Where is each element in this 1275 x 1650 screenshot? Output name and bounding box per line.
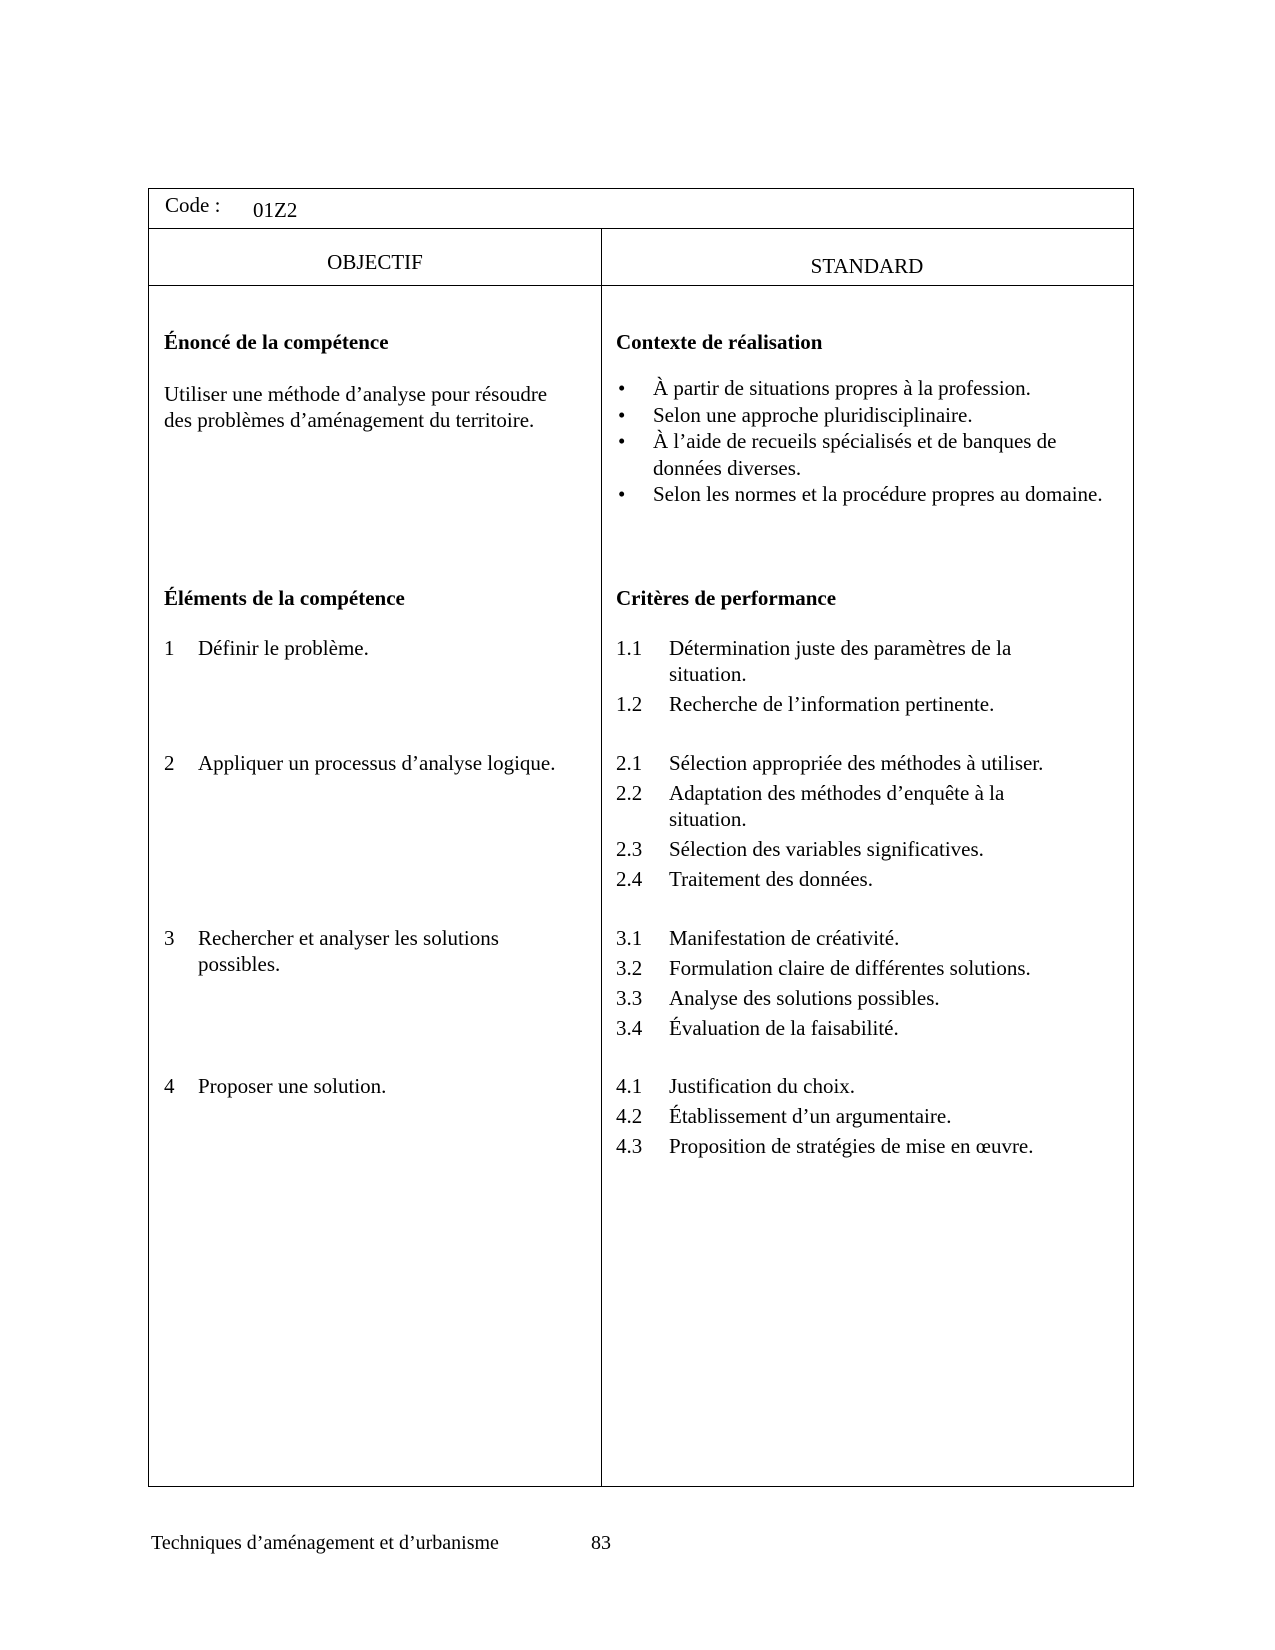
code-label: Code :: [165, 193, 221, 217]
criteria-group-4: [616, 1073, 1121, 1163]
criterion: 4.1 Justification du choix.: [616, 1074, 856, 1098]
criterion: 1.1 Détermination juste des paramètres de la situation.: [616, 636, 1012, 686]
criterion: 2.1 Sélection appropriée des méthodes à utiliser.: [616, 751, 1044, 775]
element-item: [164, 750, 594, 776]
criteria-group-1: [616, 635, 1121, 721]
criterion: 3.3 Analyse des solutions possibles.: [616, 986, 940, 1010]
element-text: Définir le problème.: [198, 636, 369, 660]
criteres-title: Critères de performance: [616, 586, 837, 610]
element-number: 2: [164, 751, 175, 775]
criteria-group-3: [616, 925, 1121, 1045]
criteria-group-2: [616, 750, 1121, 896]
criterion: 1.2 Recherche de l’information pertinente.: [616, 692, 995, 716]
criterion: 3.1 Manifestation de créativité.: [616, 926, 900, 950]
enonce-text: Utiliser une méthode d’analyse pour résoudre des problèmes d’aménagement du territoire.: [164, 382, 548, 432]
elements-title: Éléments de la compétence: [164, 586, 405, 610]
criterion: 2.3 Sélection des variables significatives.: [616, 837, 984, 861]
element-text: Rechercher et analyser les solutions possibles.: [198, 926, 499, 976]
column-divider: [601, 228, 602, 1486]
enonce-title: Énoncé de la compétence: [164, 330, 389, 354]
header-row: [149, 228, 1133, 286]
criterion: 4.2 Établissement d’un argumentaire.: [616, 1104, 952, 1128]
page-number: 83: [591, 1532, 611, 1554]
list-item: • À l’aide de recueils spécialisés et de banques de données diverses.: [618, 429, 1057, 480]
criterion: 3.4 Évaluation de la faisabilité.: [616, 1016, 899, 1040]
bullet-icon: •: [618, 429, 626, 453]
element-number: 1: [164, 636, 175, 660]
standard-header: STANDARD: [810, 254, 924, 278]
element-text: Appliquer un processus d’analyse logique.: [198, 751, 556, 775]
element-item: [164, 635, 594, 661]
code-value: 01Z2: [253, 198, 298, 222]
element-number: 3: [164, 926, 175, 950]
contexte-list: [616, 375, 1106, 508]
criterion: 2.2 Adaptation des méthodes d’enquête à la situation.: [616, 781, 1005, 831]
criterion: 3.2 Formulation claire de différentes solutions.: [616, 956, 1031, 980]
list-item: • À partir de situations propres à la profession.: [618, 376, 1031, 400]
element-item: [164, 925, 524, 977]
element-number: 4: [164, 1074, 175, 1098]
element-text: Proposer une solution.: [198, 1074, 387, 1098]
footer-title: Techniques d’aménagement et d’urbanisme: [151, 1532, 499, 1554]
bullet-icon: •: [618, 402, 626, 427]
bullet-icon: •: [618, 376, 626, 400]
contexte-title: Contexte de réalisation: [616, 330, 823, 354]
competency-table: [148, 188, 1134, 1487]
objectif-header: OBJECTIF: [327, 250, 423, 274]
bullet-icon: •: [618, 482, 626, 506]
criterion: 2.4 Traitement des données.: [616, 867, 873, 891]
list-item: • Selon une approche pluridisciplinaire.: [618, 402, 973, 427]
criterion: 4.3 Proposition de stratégies de mise en œuvre.: [616, 1134, 1034, 1158]
list-item: • Selon les normes et la procédure propres au domaine.: [618, 482, 1103, 506]
code-row: [149, 189, 1133, 229]
element-item: [164, 1073, 594, 1099]
